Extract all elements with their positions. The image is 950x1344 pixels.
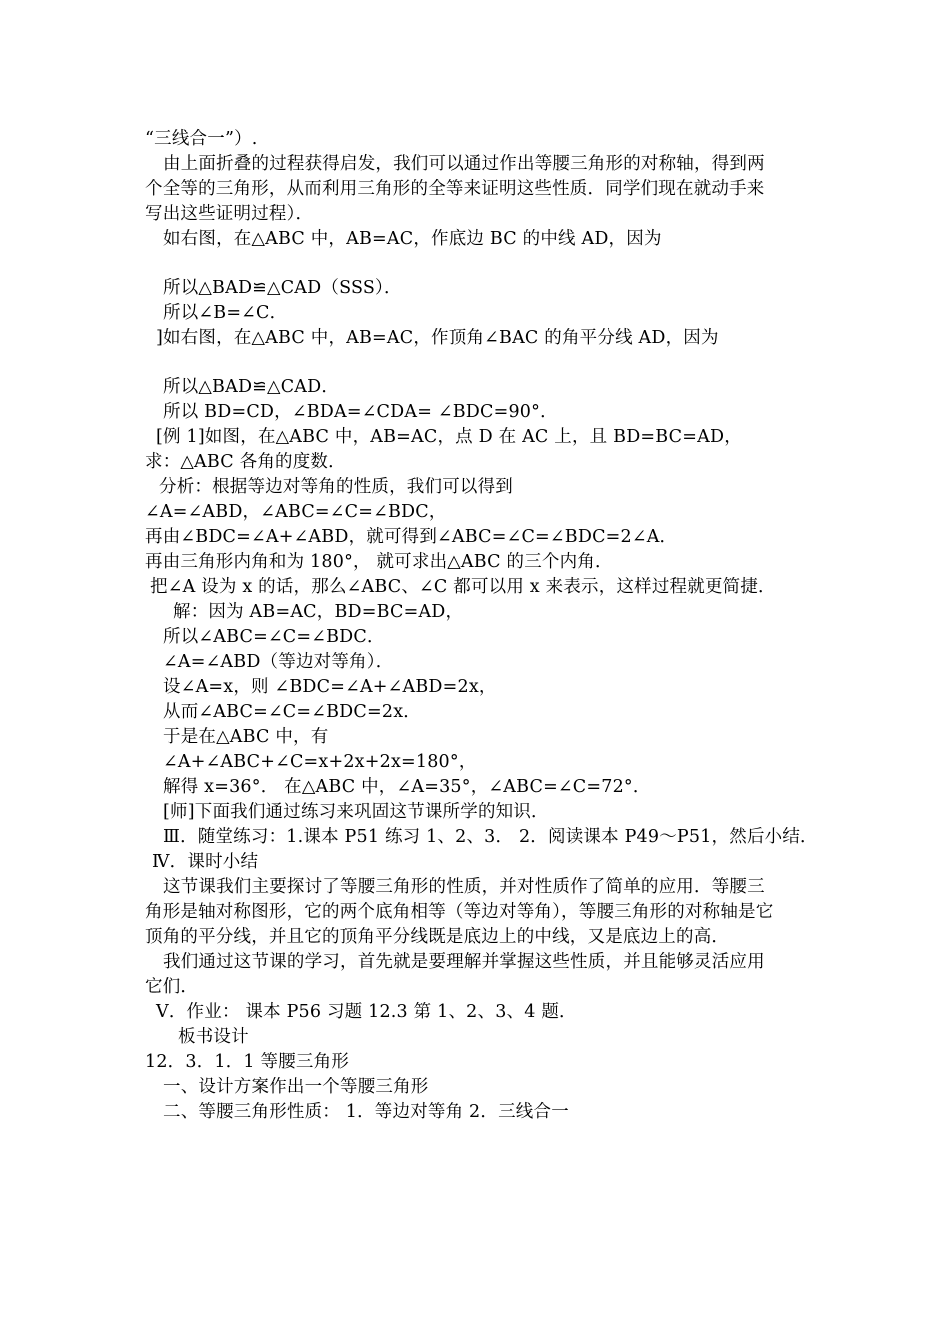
text-line: ∠A+∠ABC+∠C=x+2x+2x=180°，	[163, 752, 477, 772]
text-line: 解得 x=36°． 在△ABC 中，∠A=35°，∠ABC=∠C=72°．	[163, 777, 651, 797]
section-heading: 12．3．1．1 等腰三角形	[145, 1052, 350, 1072]
text-line: 我们通过这节课的学习，首先就是要理解并掌握这些性质，并且能够灵活应用	[163, 952, 765, 972]
text-line: 这节课我们主要探讨了等腰三角形的性质，并对性质作了简单的应用．等腰三	[163, 877, 765, 897]
text-line: 如右图，在△ABC 中，AB=AC，作底边 BC 的中线 AD，因为	[163, 229, 662, 249]
text-line: 一、设计方案作出一个等腰三角形	[163, 1077, 429, 1097]
text-line: 再由∠BDC=∠A+∠ABD，就可得到∠ABC=∠C=∠BDC=2∠A．	[145, 527, 678, 547]
text-line: [例 1]如图，在△ABC 中，AB=AC，点 D 在 AC 上，且 BD=BC=AD，	[156, 427, 742, 447]
text-line: 于是在△ABC 中，有	[163, 727, 329, 747]
text-line: 从而∠ABC=∠C=∠BDC=2x．	[163, 702, 421, 722]
text-line: 所以△BAD≌△CAD（SSS）．	[163, 278, 402, 298]
text-line: 由上面折叠的过程获得启发，我们可以通过作出等腰三角形的对称轴，得到两	[163, 154, 765, 174]
text-line: ]如右图，在△ABC 中，AB=AC，作顶角∠BAC 的角平分线 AD，因为	[156, 328, 719, 348]
text-line: 个全等的三角形，从而利用三角形的全等来证明这些性质．同学们现在就动手来	[145, 179, 765, 199]
text-line: “三线合一”）.	[145, 129, 258, 149]
text-line: 写出这些证明过程）．	[145, 204, 314, 224]
text-line: 分析：根据等边对等角的性质，我们可以得到	[159, 477, 513, 497]
text-line: 顶角的平分线，并且它的顶角平分线既是底边上的中线，又是底边上的高．	[145, 927, 730, 947]
section-heading: Ⅳ．课时小结	[152, 852, 259, 872]
text-line: Ⅴ．作业： 课本 P56 习题 12.3 第 1、2、3、4 题．	[156, 1002, 577, 1022]
text-line: 把∠A 设为 x 的话，那么∠ABC、∠C 都可以用 x 来表示，这样过程就更简捷．	[150, 577, 776, 597]
text-line: ∠A=∠ABD（等边对等角）．	[163, 652, 394, 672]
text-line: 所以△BAD≌△CAD．	[163, 377, 340, 397]
text-line: 再由三角形内角和为 180°， 就可求出△ABC 的三个内角．	[145, 552, 613, 572]
text-line: 所以∠B=∠C．	[163, 303, 288, 323]
text-line: Ⅲ．随堂练习：1.课本 P51 练习 1、2、3． 2．阅读课本 P49～P51，然后小结．	[163, 827, 818, 847]
text-line: 解：因为 AB=AC，BD=BC=AD，	[173, 602, 464, 622]
text-line: 角形是轴对称图形，它的两个底角相等（等边对等角），等腰三角形的对称轴是它	[145, 902, 774, 922]
text-line: 所以∠ABC=∠C=∠BDC．	[163, 627, 385, 647]
text-line: 它们．	[145, 977, 199, 997]
section-heading: 板书设计	[178, 1027, 249, 1047]
text-line: 设∠A=x，则 ∠BDC=∠A+∠ABD=2x，	[163, 677, 497, 697]
text-line: [师]下面我们通过练习来巩固这节课所学的知识．	[163, 802, 549, 822]
text-line: 求：△ABC 各角的度数．	[145, 452, 346, 472]
text-line: 二、等腰三角形性质： 1．等边对等角 2．三线合一	[163, 1102, 569, 1122]
text-line: 所以 BD=CD，∠BDA=∠CDA= ∠BDC=90°．	[163, 402, 558, 422]
text-line: ∠A=∠ABD，∠ABC=∠C=∠BDC，	[145, 502, 447, 522]
